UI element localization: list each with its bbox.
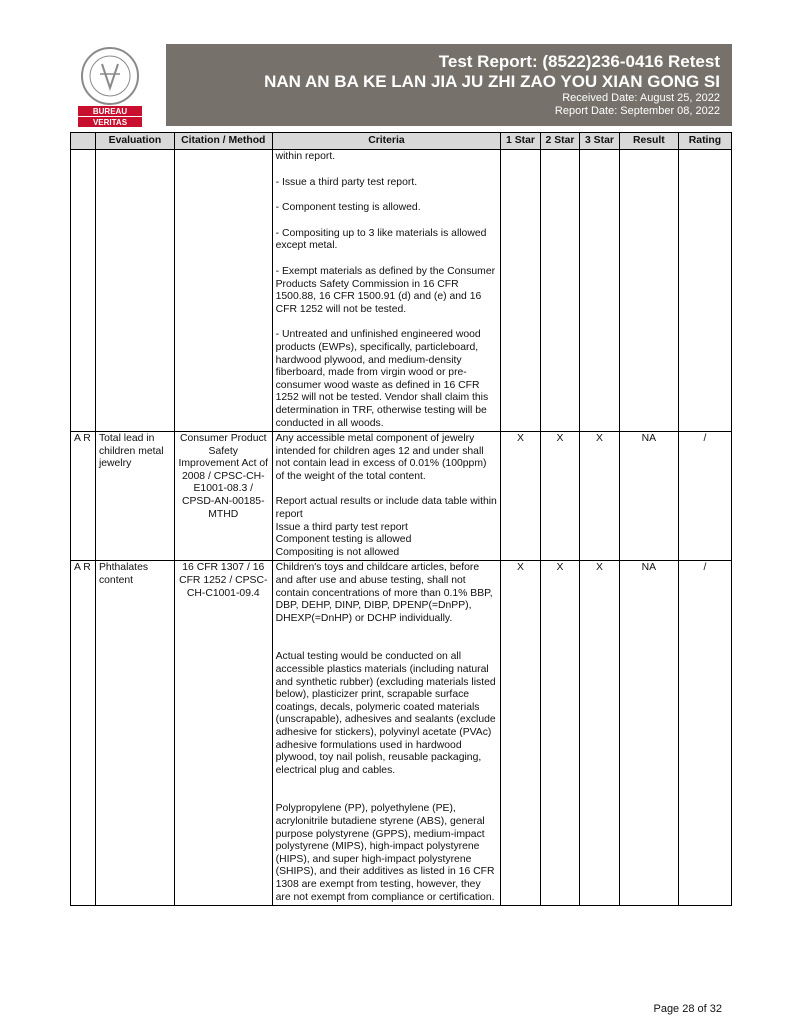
row-result: NA [619, 561, 678, 906]
row-citation: Consumer Product Safety Improvement Act of 2008 / CPSC-CH-E1001-08.3 / CPSD-AN-00185-MTHD [174, 432, 272, 561]
logo-seal-icon [78, 44, 142, 130]
report-header [166, 44, 732, 126]
row-criteria: Children's toys and childcare articles, before and after use and abuse testing, shall not contain concentrations of more than 0.1% BBP, DBP, DEHP, DINP, DIBP, DPENP(=DnPP), DHEXP(=DnHP) or DCHP individually. Actual testing would be conducted on all accessible plastics materials (including natural and synthetic rubber) (excluding materials listed below), plasticizer print, scrapable surface coatings, decals, polymeric coated materials (unscrapable), adhesives and sealants (exclude adhesive for stickers), polyvinyl acetate (PVAc) adhesive formulations used in hardwood plywood, toy nail polish, reusable packaging, electrical plug and cables. Polypropylene (PP), polyethylene (PE), acrylonitrile butadiene styrene (ABS), general purpose polystyrene (GPPS), medium-impact polystyrene (MIPS), high-impact polystyrene (HIPS), and super high-impact polystyrene (SHIPS), and their additives as listed in 16 CFR 1308 are exempt from testing, however, they are not exempt from compliance or certification. [272, 561, 501, 906]
page-number: Page 28 of 32 [653, 1003, 722, 1015]
table-row [71, 561, 732, 906]
row-star1: X [501, 432, 540, 561]
company-name: NAN AN BA KE LAN JIA JU ZHI ZAO YOU XIAN GONG SI [264, 72, 720, 91]
evaluation-table [70, 132, 732, 906]
row-citation: 16 CFR 1307 / 16 CFR 1252 / CPSC-CH-C1001-09.4 [174, 561, 272, 906]
row-evaluation: Phthalates content [95, 561, 174, 906]
header-star2: 2 Star [540, 133, 579, 150]
row-code: A R [71, 561, 96, 906]
bureau-veritas-logo [78, 44, 142, 130]
table-row [71, 150, 732, 432]
report-title: Test Report: (8522)236-0416 Retest [438, 52, 720, 71]
row-code: A R [71, 432, 96, 561]
row-star2: X [540, 561, 579, 906]
row-star1: X [501, 561, 540, 906]
logo-veritas-text: VERITAS [92, 118, 128, 127]
received-date: Received Date: August 25, 2022 [562, 92, 720, 104]
header-criteria: Criteria [272, 133, 501, 150]
row-star3: X [580, 432, 619, 561]
table-row [71, 432, 732, 561]
header-evaluation: Evaluation [95, 133, 174, 150]
header-citation: Citation / Method [174, 133, 272, 150]
row-star2: X [540, 432, 579, 561]
row-star3: X [580, 561, 619, 906]
table-header-row [71, 133, 732, 150]
header-star3: 3 Star [580, 133, 619, 150]
report-date: Report Date: September 08, 2022 [554, 105, 720, 117]
header-result: Result [619, 133, 678, 150]
row-result: NA [619, 432, 678, 561]
row-rating: / [678, 561, 731, 906]
header-star1: 1 Star [501, 133, 540, 150]
header-rating: Rating [678, 133, 731, 150]
row-evaluation: Total lead in children metal jewelry [95, 432, 174, 561]
continued-criteria: within report. - Issue a third party test report. - Component testing is allowed. - Compositing up to 3 like materials is allowed except metal. - Exempt materials as defined by the Consumer Products Safety Commission in 16 CFR 1500.88, 16 CFR 1500.91 (d) and (e) and 16 CFR 1252 will not be tested. - Untreated and unfinished engineered wood products (EWPs), specifically, particleboard, hardwood plywood, and medium-density fiberboard, made from virgin wood or pre-consumer wood waste as defined in 16 CFR 1252 will not be tested. Vendor shall claim this determination in TRF, otherwise testing will be conducted in all woods. [272, 150, 501, 432]
row-criteria: Any accessible metal component of jewelry intended for children ages 12 and under shall not contain lead in excess of 0.01% (100ppm) of the weight of the total content. Report actual results or include data table within report Issue a third party test report Component testing is allowed Compositing is not allowed [272, 432, 501, 561]
row-rating: / [678, 432, 731, 561]
logo-bureau-text: BUREAU [92, 107, 128, 116]
header-code-cell [71, 133, 96, 150]
